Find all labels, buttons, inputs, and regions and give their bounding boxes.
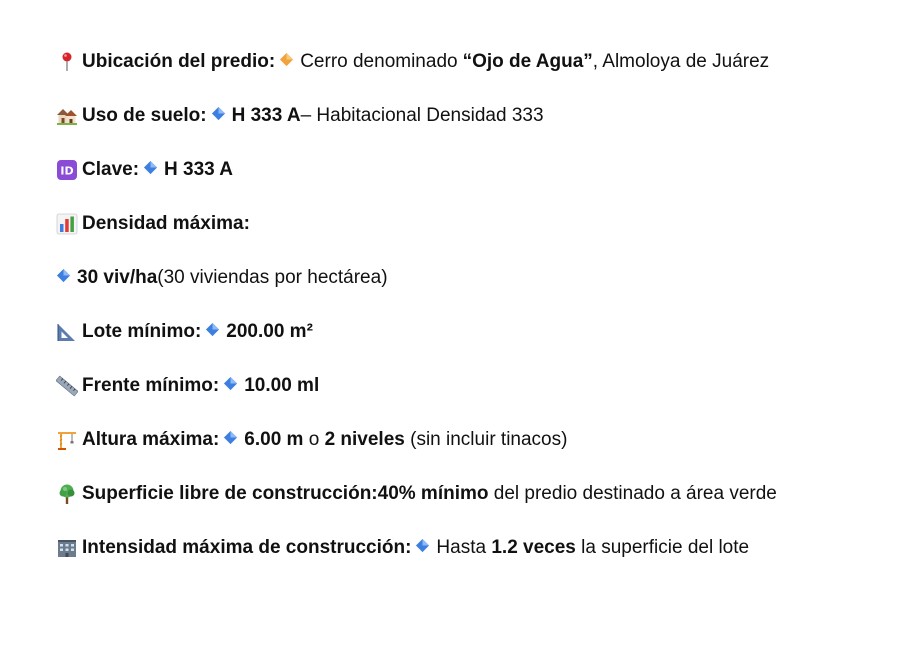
- frente-label: Frente mínimo:: [82, 375, 220, 396]
- altura-niveles: 2 niveles: [324, 429, 405, 450]
- intensidad-suffix: la superficie del lote: [575, 537, 750, 558]
- svg-text:ID: ID: [60, 164, 74, 178]
- id-button-icon: [56, 159, 78, 181]
- superficie-value: 40% mínimo: [377, 483, 489, 504]
- blue-diamond-icon: [205, 322, 220, 337]
- row-intensidad: [56, 534, 749, 562]
- densidad-desc: (30 viviendas por hectárea): [157, 267, 388, 288]
- intensidad-value: 1.2 veces: [491, 537, 576, 558]
- superficie-desc: del predio destinado a área verde: [488, 483, 777, 504]
- ubicacion-text2: , Almoloya de Juárez: [592, 51, 770, 72]
- blue-diamond-icon: [211, 106, 226, 121]
- altura-metros: 6.00 m: [244, 429, 304, 450]
- uso-suelo-code: H 333 A: [231, 105, 301, 126]
- altura-connector: o: [303, 429, 325, 450]
- blue-diamond-icon: [415, 538, 430, 553]
- frente-value: 10.00 ml: [244, 375, 320, 396]
- clave-value: H 333 A: [164, 159, 234, 180]
- row-densidad-valor: [56, 264, 388, 292]
- densidad-label: Densidad máxima:: [82, 213, 250, 234]
- houses-icon: [56, 105, 78, 127]
- row-altura: [56, 426, 567, 454]
- ubicacion-text1: Cerro denominado: [300, 51, 458, 72]
- deciduous-tree-icon: [56, 483, 78, 505]
- ubicacion-name: “Ojo de Agua”: [462, 51, 593, 72]
- construction-crane-icon: [56, 429, 78, 451]
- row-uso-suelo: [56, 102, 544, 130]
- building-icon: [56, 537, 78, 559]
- altura-label: Altura máxima:: [82, 429, 220, 450]
- ruler-icon: [56, 375, 78, 397]
- altura-note: (sin incluir tinacos): [404, 429, 568, 450]
- superficie-label: Superficie libre de construcción:: [82, 483, 378, 504]
- uso-suelo-label: Uso de suelo:: [82, 105, 207, 126]
- densidad-value: 30 viv/ha: [77, 267, 158, 288]
- clave-label: Clave:: [82, 159, 140, 180]
- orange-diamond-icon: [279, 52, 294, 67]
- blue-diamond-icon: [223, 430, 238, 445]
- row-clave: [56, 156, 233, 184]
- intensidad-label: Intensidad máxima de construcción:: [82, 537, 412, 558]
- row-ubicacion: [56, 48, 769, 76]
- row-frente: [56, 372, 319, 400]
- round-pushpin-icon: [56, 51, 78, 73]
- ubicacion-label: Ubicación del predio:: [82, 51, 276, 72]
- bar-chart-icon: [56, 213, 78, 235]
- uso-suelo-desc: – Habitacional Densidad 333: [300, 105, 544, 126]
- blue-diamond-icon: [56, 268, 71, 283]
- blue-diamond-icon: [223, 376, 238, 391]
- triangular-ruler-icon: [56, 321, 78, 343]
- intensidad-prefix: Hasta: [436, 537, 492, 558]
- lote-value: 200.00 m²: [226, 321, 313, 342]
- row-densidad: [56, 210, 250, 238]
- row-superficie-libre: [56, 480, 777, 508]
- blue-diamond-icon: [143, 160, 158, 175]
- lote-label: Lote mínimo:: [82, 321, 202, 342]
- row-lote: [56, 318, 313, 346]
